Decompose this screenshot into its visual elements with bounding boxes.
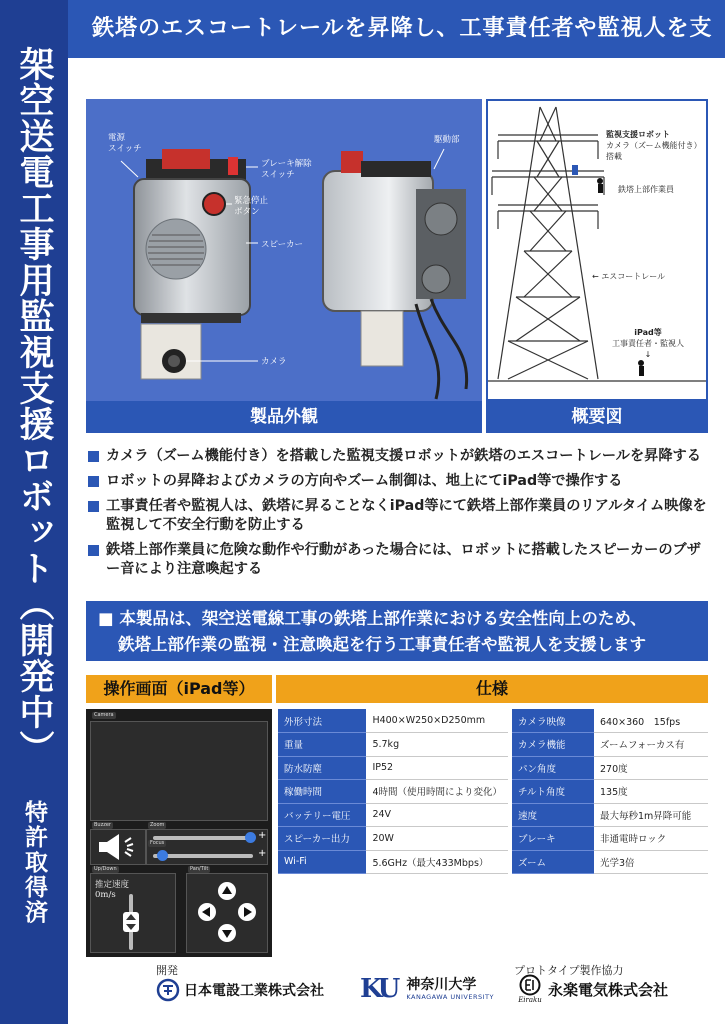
- spec-value: H400×W250×D250mm: [366, 709, 508, 733]
- operation-header: 操作画面（iPad等）: [86, 675, 272, 703]
- overview-diagram: [486, 99, 708, 401]
- zoom-plus-icon[interactable]: +: [258, 830, 267, 841]
- spec-key: カメラ機能: [512, 733, 594, 757]
- focus-slider-handle[interactable]: [157, 850, 168, 861]
- nihon-densetsu-mark-icon: [156, 978, 180, 1002]
- prototype-label: プロトタイプ製作協力: [514, 964, 624, 977]
- spec-value: 最大毎秒1m昇降可能: [594, 803, 708, 827]
- list-item: ロボットの昇降およびカメラの方向やズーム制御は、地上にてiPad等で操作する: [88, 472, 708, 491]
- zoom-slider-handle[interactable]: [245, 832, 256, 843]
- spec-value: 640×360 15fps: [594, 709, 708, 733]
- eiraku-mark-icon: [518, 974, 542, 996]
- pantilt-tag: Pan/Tilt: [190, 866, 209, 872]
- bullet-square-icon: [88, 476, 99, 487]
- operation-screen: [86, 709, 272, 957]
- table-row: [512, 803, 708, 827]
- spec-table-left: [278, 709, 508, 874]
- table-row: [278, 733, 508, 757]
- spec-key: パン角度: [512, 756, 594, 780]
- table-row: [512, 709, 708, 733]
- table-row: [512, 850, 708, 874]
- focus-tag: Focus: [150, 840, 165, 846]
- table-row: [512, 733, 708, 757]
- overview-worker-note: 鉄塔上部作業員: [618, 185, 674, 194]
- bullet-square-icon: [88, 501, 99, 512]
- summary-line-2: 鉄塔上部作業の監視・注意喚起を行う工事責任者や監視人を支援します: [118, 635, 646, 654]
- ku-mark-icon: KU: [360, 974, 397, 1004]
- table-row: [278, 780, 508, 804]
- table-row: [512, 756, 708, 780]
- buzzer-panel: [90, 829, 146, 865]
- table-row: [278, 850, 508, 874]
- callout-emergency-stop: 緊急停止 ボタン: [234, 196, 269, 217]
- spec-value: IP52: [366, 756, 508, 780]
- top-banner: 鉄塔のエスコートレールを昇降し、工事責任者や監視人を支援: [68, 0, 725, 58]
- buzzer-tag: Buzzer: [94, 822, 111, 828]
- spec-key: カメラ映像: [512, 709, 594, 733]
- list-item: 工事責任者や監視人は、鉄塔に昇ることなくiPad等にて鉄塔上部作業員のリアルタイム映像を監視して不安全行動を防止する: [88, 497, 708, 535]
- zoom-slider[interactable]: [153, 836, 253, 840]
- table-row: [278, 756, 508, 780]
- spec-key: ズーム: [512, 850, 594, 874]
- updown-panel: [90, 873, 176, 953]
- vertical-title: 架空送電工事用監視支援ロボット（開発中）: [14, 46, 54, 766]
- spec-value: 非通電時ロック: [594, 827, 708, 851]
- spec-header: 仕様: [276, 675, 708, 703]
- bullet-square-icon: [88, 451, 99, 462]
- overview-robot-note: 監視支援ロボット カメラ（ズーム機能付き） 搭載: [606, 130, 702, 161]
- feature-list: [88, 447, 708, 585]
- patent-note: 特許取得済: [21, 800, 47, 925]
- spec-key: チルト角度: [512, 780, 594, 804]
- spec-value: 135度: [594, 780, 708, 804]
- speaker-icon[interactable]: [91, 830, 145, 864]
- product-photo: [86, 99, 482, 401]
- overview-ipad-note: iPad等 工事責任者・監視人 ↓: [612, 328, 684, 359]
- spec-key: バッテリー電圧: [278, 803, 366, 827]
- spec-key: 防水防塵: [278, 756, 366, 780]
- callout-brake-switch: ブレーキ解除 スイッチ: [261, 159, 312, 180]
- summary-line-1: ■ 本製品は、架空送電線工事の鉄塔上部作業における安全性向上のため、: [98, 609, 647, 628]
- zoom-focus-panel: [146, 829, 268, 865]
- spec-key: 速度: [512, 803, 594, 827]
- callout-power-switch: 電源 スイッチ: [108, 133, 142, 154]
- spec-value: 光学3倍: [594, 850, 708, 874]
- list-item: カメラ（ズーム機能付き）を搭載した監視支援ロボットが鉄塔のエスコートレールを昇降する: [88, 447, 708, 466]
- callout-camera: カメラ: [261, 357, 287, 367]
- overview-rail-note: ← エスコートレール: [592, 272, 666, 281]
- updown-handle[interactable]: [123, 912, 139, 932]
- pantilt-panel: [186, 873, 268, 953]
- spec-value: 5.6GHz（最大433Mbps）: [366, 850, 508, 874]
- camera-view[interactable]: [90, 721, 268, 821]
- developer-label: 開発: [156, 964, 178, 977]
- summary-box: [86, 601, 708, 661]
- spec-value: 20W: [366, 827, 508, 851]
- spec-value: 270度: [594, 756, 708, 780]
- overview-label: 概要図: [486, 401, 708, 433]
- table-row: [278, 803, 508, 827]
- spec-key: ブレーキ: [512, 827, 594, 851]
- pantilt-dpad[interactable]: [187, 874, 267, 952]
- sidebar: [0, 0, 68, 1024]
- kanagawa-univ-logo: KU 神奈川大学 KANAGAWA UNIVERSITY: [360, 974, 494, 1004]
- updown-tag: Up/Down: [94, 866, 117, 872]
- spec-key: 重量: [278, 733, 366, 757]
- speed-value: 0m/s: [95, 890, 116, 900]
- camera-tag: Camera: [94, 712, 114, 718]
- nihon-densetsu-logo: 日本電設工業株式会社: [156, 978, 324, 1002]
- table-row: [278, 709, 508, 733]
- bullet-square-icon: [88, 545, 99, 556]
- spec-key: 稼働時間: [278, 780, 366, 804]
- eiraku-logo: Eiraku 永楽電気株式会社: [518, 974, 668, 1004]
- speed-label: 推定速度: [95, 880, 130, 890]
- spec-key: 外形寸法: [278, 709, 366, 733]
- spec-table-right: [512, 709, 708, 874]
- spec-value: 5.7kg: [366, 733, 508, 757]
- callout-speaker: スピーカー: [261, 240, 303, 250]
- updown-arrows-icon: [123, 912, 139, 932]
- spec-value: 4時間（使用時間により変化）: [366, 780, 508, 804]
- callout-drive: 駆動部: [434, 135, 460, 145]
- spec-key: スピーカー出力: [278, 827, 366, 851]
- focus-plus-icon[interactable]: +: [258, 848, 267, 859]
- product-label: 製品外観: [86, 401, 482, 433]
- table-row: [512, 827, 708, 851]
- focus-slider[interactable]: [153, 854, 253, 858]
- spec-value: 24V: [366, 803, 508, 827]
- spec-value: ズームフォーカス有: [594, 733, 708, 757]
- table-row: [512, 780, 708, 804]
- list-item: 鉄塔上部作業員に危険な動作や行動があった場合には、ロボットに搭載したスピーカーのブザー音により注意喚起する: [88, 541, 708, 579]
- zoom-tag: Zoom: [150, 822, 165, 828]
- table-row: [278, 827, 508, 851]
- spec-key: Wi-Fi: [278, 850, 366, 874]
- eiraku-script: Eiraku: [518, 996, 542, 1004]
